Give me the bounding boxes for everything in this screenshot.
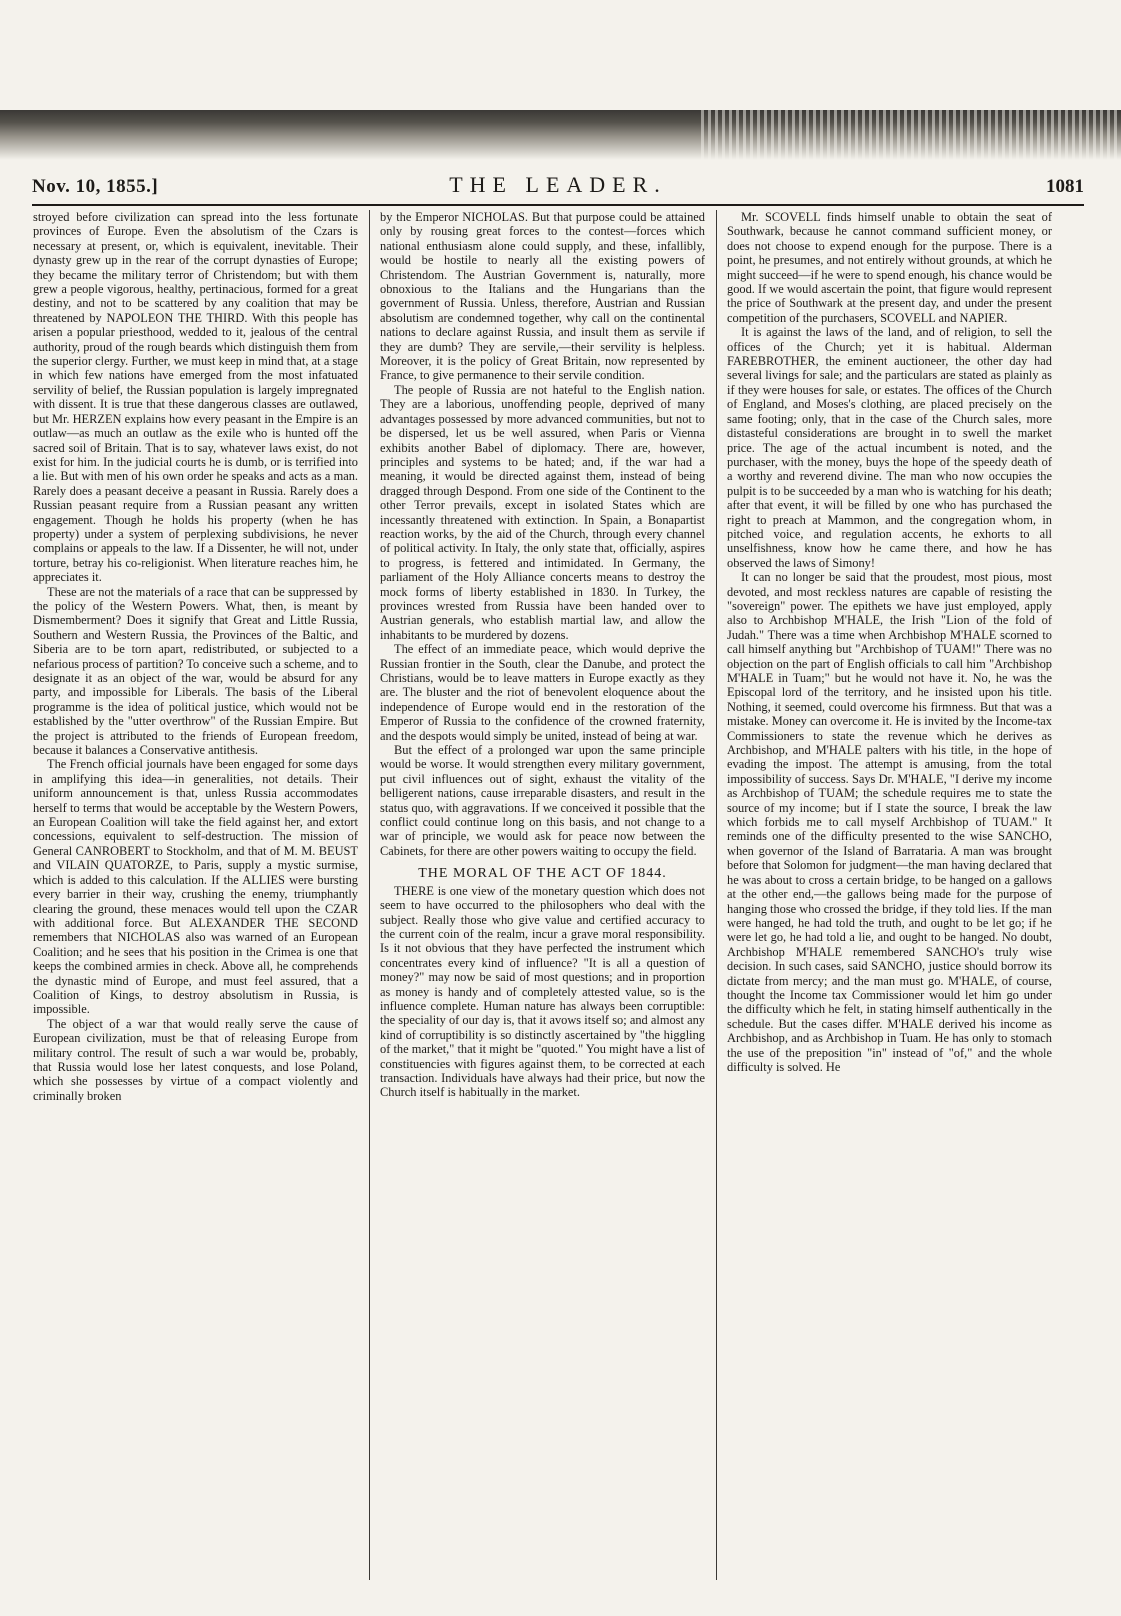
paragraph: These are not the materials of a race that can be suppressed by the policy of the Western Powers. What, then, is meant by Dismemberment? Does it signify that Great and Little Russia, Southern and Western Russia, the Provinces of the Baltic, and Siberia are to be torn apart, redistributed, or subjected to a nefarious process of partition? To conceive such a scheme, and to designate it as an object of the war, would be absurd for any party, and impossible for Liberals. The basis of the Liberal programme is the idea of political justice, which would not be established by the "utter overthrow" of the Russian Empire. But the project is attributed to the friends of European freedom, because it balances a Conservative antithesis. [33, 584, 358, 758]
paragraph: The French official journals have been engaged for some days in amplifying this idea—in generalities, not details. Their uniform announcement is that, unless Russia accommodates herself to terms that would be acceptable by the Western Powers, an European Coalition will take the field against her, and extort concessions, equivalent to self-destruction. The mission of General CANROBERT to Stockholm, and that of M. M. BEUST and VILAIN QUATORZE, to Paris, supply a mystic surmise, which is added to this calculation. If the ALLIES were bursting every barrier in their way, crushing the enemy, triumphantly clearing the ground, these menaces would tell upon the CZAR with additional force. But ALEXANDER THE SECOND remembers that NICHOLAS also was warned of an European Coalition; and he sees that his position in the Crimea is one that keeps the combined armies in check. Above all, he comprehends the dynastic mind of Europe, and must feel assured, that a Coalition of Kings, to destroy absolutism in Russia, is impossible. [33, 757, 358, 1017]
masthead [32, 170, 1084, 206]
column-2 [380, 210, 705, 1588]
scan-shadow [0, 110, 1121, 160]
paragraph: It is against the laws of the land, and of religion, to sell the offices of the Church; yet it is habitual. Alderman FAREBROTHER, the eminent auctioneer, the other day had several livings for sale; and the particulars are stated as plainly as if they were houses for sale, or estates. The offices of the Church of England, and Moses's clothing, are placed precisely on the same footing; only, that in the case of the Church sales, more distasteful considerations are brought in to swell the market price. The age of the actual incumbent is noted, and the purchaser, with the money, buys the hope of the speedy death of a worthy and reverend divine. The man who now occupies the pulpit is to be succeeded by a man who is watching for his death; after that event, it will be filled by one who has purchased the right to preach at Mammon, and the congregation whom, in pitched voice, and regulation accents, he exhorts to all unselfishness, know how he came there, and how he has observed the laws of Simony! [727, 325, 1052, 570]
paragraph: stroyed before civilization can spread into the less fortunate provinces of Europe. Even the absolutism of the Czars is necessary at present, or, which is equivalent, inevitable. Their dynasty grew up in the rear of the corrupt dynasties of Europe; they became the military terror of Christendom; but with them grew a people vigorous, healthy, pertinacious, formed for a great destiny, and not to be scattered by any coalition that may be threatened by NAPOLEON THE THIRD. With this people has arisen a popular priesthood, wedded to it, jealous of the central authority, proud of the rough beards which distinguish them from the superior clergy. Further, we must keep in mind that, at a stage in which few nations have emerged from the most infatuated servility of belief, the Russian population is largely impregnated with dissent. It is true that these dangerous classes are outlawed, but Mr. HERZEN explains how every peasant in the Empire is an outlaw—as much an outlaw as the exile who is hunted off the sacred soil of Britain. That is to say, whatever laws exist, do not exist for him. In the judicial courts he is dumb, or is terrified into a lie. But with men of his own order he speaks and acts as a man. Rarely does a peasant deceive a peasant in Russia. Rarely does a Russian peasant require from a Russian peasant any written engagement. Though he holds his property (when he has property) under a system of perplexing subdivisions, he never complains or appeals to the law. If a Dissenter, he will not, under torture, betray his co-religionist. When literature reaches him, he appreciates it. [33, 210, 358, 585]
paragraph: The people of Russia are not hateful to the English nation. They are a laborious, unoffending people, deprived of many advantages possessed by more advanced communities, but not to be dispersed, let us be well assured, when Paris or Vienna exhibits another Babel of diplomacy. There are, however, principles and systems to be hated; and, if the war had a meaning, it would be directed against them, instead of being dragged through Despond. From one side of the Continent to the other Terror prevails, except in isolated States which are incessantly threatened with extinction. In Spain, a Bonapartist reaction works, by the aid of the Church, through every channel of political activity. In Italy, the only state that, officially, aspires to progress, is fettered and intimidated. In Germany, the parliament of the Holy Alliance concerts means to destroy the mock forms of liberty established in 1830. In Turkey, the provinces wrested from Russia have been handed over to Austrian generals, who establish martial law, and allow the inhabitants to be murdered by dozens. [380, 382, 705, 642]
paragraph: THERE is one view of the monetary question which does not seem to have occurred to the philosophers who deal with the subject. Really those who give value and certified accuracy to the current coin of the realm, incur a grave moral responsibility. Is it not obvious that they have perfected the instrument which concentrates every kind of influence? "It is all a question of money?" may now be said of most questions; and in proportion as money is handy and of completely attested value, so is the influence complete. Human nature has always been corruptible: the speciality of our day is, that it avows itself so; and almost any kind of corruptibility is so distinctly ascertained by "the higgling of the market," that it might be "quoted." You might have a list of constituencies with figures against them, to be corrected at each transaction. Individuals have always had their price, but now the Church itself is habitually in the market. [380, 883, 705, 1100]
paragraph: It can no longer be said that the proudest, most pious, most devoted, and most reckless natures are capable of resisting the "sovereign" power. The epithets we have just employed, apply also to Archbishop M'HALE, the Irish "Lion of the fold of Judah." There was a time when Archbishop M'HALE scorned to call himself anything but "Archbishop of TUAM!" There was no objection on the part of English officials to call him "Archbishop M'HALE in Tuam;" but he would not have it. No, he was the Episcopal lord of the territory, and he insisted upon his title. Nothing, it seemed, could overcome his firmness. But that was a mistake. Money can overcome it. He is invited by the Income-tax Commissioners to state the revenue which he derives as Archbishop, and M'HALE palters with his title, in the hope of evading the impost. The attempt is amusing, from the total impossibility of success. Says Dr. M'HALE, "I derive my income as Archbishop of TUAM; the schedule requires me to state the source of my income; but if I state the source, I break the law which forbids me to call myself Archbishop of TUAM." It reminds one of the difficulty presented to the wise SANCHO, when governor of the Island of Barrataria. A man was brought before that Solomon for judgment—the man having declared that he was about to cross a certain bridge, to be hanged on a gallows at the other end,—the gallows being made for the purpose of hanging those who crossed the bridge, if they told lies. If the man were hanged, he had told the truth, and ought to be let go; if he were let go, he had told a lie, and ought to be hanged. No doubt, Archbishop M'HALE remembered SANCHO's truly wise decision. In such cases, said SANCHO, justice should borrow its dictate from mercy; and the man must go. M'HALE, of course, thought the Income tax Commissioner would let him go under the difficulty which he felt, in stating himself authentically in the schedule. But the cases differ. M'HALE derived his income as Archbishop, and as Archbishop in Tuam. He has only to stomach the use of the preposition "in" instead of "of," and the whole difficulty is solved. He [727, 570, 1052, 1074]
paragraph: Mr. SCOVELL finds himself unable to obtain the seat of Southwark, because he cannot command sufficient money, or does not choose to expend enough for the purpose. There is a point, he presumes, and not entirely without grounds, at which he might succeed—if he were to spend enough, his chance would be good. If we would ascertain the point, that figure would represent the price of Southwark at the present day, and under the present competition of the purchasers, SCOVELL and NAPIER. [727, 210, 1052, 325]
paragraph: But the effect of a prolonged war upon the same principle would be worse. It would strengthen every military government, put civil influences out of sight, exhaust the vitality of the belligerent nations, cause irreparable disasters, and result in the status quo, with aggravations. If we conceived it possible that the conflict could continue long on this basis, and not change to a war of principle, we would ask for peace now between the Cabinets, for there are other powers waiting to occupy the field. [380, 743, 705, 858]
paragraph: The object of a war that would really serve the cause of European civilization, must be that of releasing Europe from military control. The result of such a war would be, probably, that Russia would lose her latest conquests, and lose Poland, which she possesses by virtue of a compact violently and criminally broken [33, 1016, 358, 1103]
column-rule [369, 210, 370, 1580]
column-rule [716, 210, 717, 1580]
article-heading: THE MORAL OF THE ACT OF 1844. [418, 866, 667, 882]
issue-date: Nov. 10, 1855.] [32, 176, 159, 197]
column-3 [727, 210, 1052, 1588]
newspaper-title: THE LEADER. [449, 172, 667, 197]
paragraph: by the Emperor NICHOLAS. But that purpose could be attained only by rousing great forces to the contest—forces which national enthusiasm alone could supply, and these, infallibly, would be hostile to nearly all the existing powers of Christendom. The Austrian Government is, naturally, more obnoxious to the Italians and the Hungarians than the government of Russia. Unless, therefore, Austrian and Russian absolutism are condemned together, why call on the continental nations to declare against Russia, and insult them as servile if they are dumb? They are servile,—their servility is helpless. Moreover, it is the policy of Great Britain, now represented by France, to give permanence to their servile condition. [380, 210, 705, 383]
page-number: 1081 [1046, 176, 1084, 197]
paragraph: The effect of an immediate peace, which would deprive the Russian frontier in the South, clear the Danube, and protect the Christians, would be to leave matters in Europe exactly as they are. The bluster and the riot of benevolent eloquence about the independence of Europe would end in the restoration of the Emperor of Russia to the confidence of the crowned fraternity, and the despots would simply be united, instead of being at war. [380, 642, 705, 743]
column-1 [33, 210, 358, 1588]
